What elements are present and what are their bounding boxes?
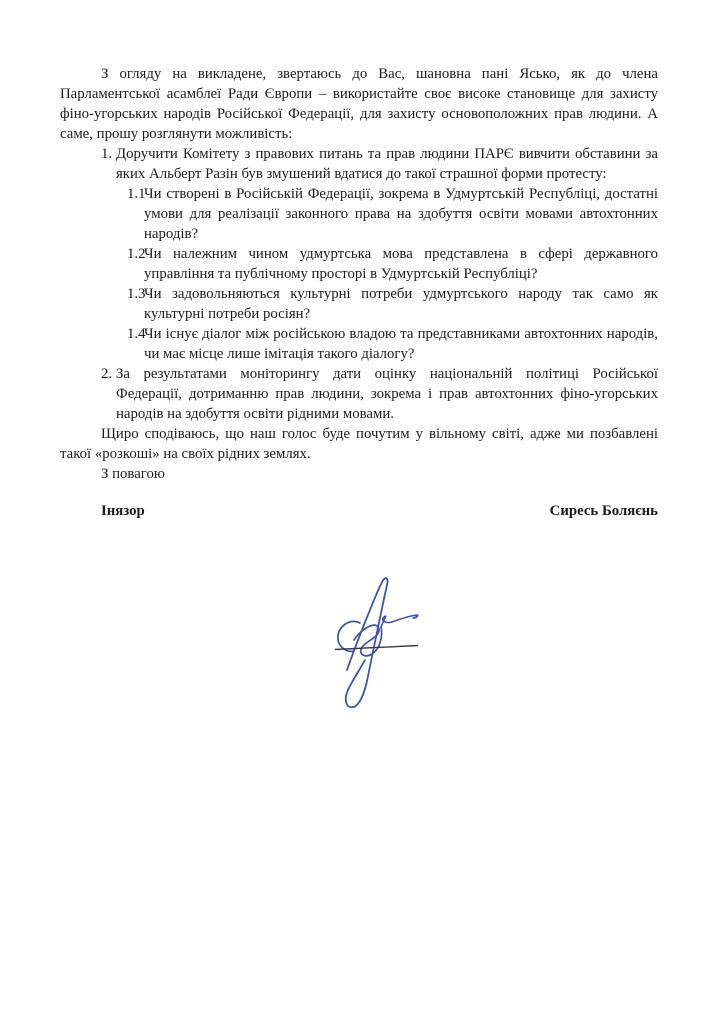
list-item-2 bbox=[60, 364, 658, 424]
handwritten-signature bbox=[325, 574, 425, 714]
closing-paragraph: Щиро сподіваюсь, що наш голос буде почутим у вільному світі, адже ми позбавлені такої «розкоші» на своїх рідних землях. bbox=[60, 426, 658, 462]
sub-list-item-1-2 bbox=[60, 244, 658, 284]
signature-row bbox=[60, 501, 658, 521]
sub-list-item-1-1-marker: 1.1 bbox=[127, 186, 146, 202]
sub-list-item-1-3-text: Чи задовольняються культурні потреби удмуртського народу так само як культурні потреби росіян? bbox=[144, 286, 658, 322]
sub-list-item-1-3 bbox=[60, 284, 658, 324]
sub-list-item-1-1 bbox=[60, 184, 658, 244]
sub-list-item-1-4 bbox=[60, 324, 658, 364]
sub-list-item-1-2-marker: 1.2 bbox=[127, 246, 146, 262]
sub-list-item-1-1-text: Чи створені в Російській Федерації, зокрема в Удмуртській Республіці, достатні умови для реалізації законного права на здобуття освіти мовами автохтонних народів? bbox=[144, 186, 658, 242]
signature-ink-strokes bbox=[338, 578, 418, 707]
sub-list-item-1-4-marker: 1.4 bbox=[127, 326, 146, 342]
sub-list-item-1-2-text: Чи належним чином удмуртська мова представлена в сфері державного управління та публічному просторі в Удмуртській Республіці? bbox=[144, 246, 658, 282]
list-item-1 bbox=[60, 144, 658, 184]
sub-list-item-1-3-marker: 1.3 bbox=[127, 286, 146, 302]
list-item-2-marker: 2. bbox=[101, 366, 113, 382]
letter-body bbox=[60, 64, 658, 521]
valediction: З повагою bbox=[101, 466, 165, 482]
signer-title: Інязор bbox=[101, 503, 145, 519]
sub-list-item-1-4-text: Чи існує діалог між російською владою та представниками автохтонних народів, чи має місце лише імітація такого діалогу? bbox=[144, 326, 658, 362]
signer-name: Сиресь Боляєнь bbox=[549, 503, 658, 519]
intro-paragraph: З огляду на викладене, звертаюсь до Вас, шановна пані Ясько, як до члена Парламентської асамблеї Ради Європи – використайте своє високе становище для захисту фіно-угорських народів Російської Федерації, для захисту основоположних прав людини. А саме, прошу розглянути можливість: bbox=[60, 66, 658, 142]
numbered-list bbox=[60, 144, 658, 424]
list-item-1-marker: 1. bbox=[101, 146, 113, 162]
list-item-2-text: За результатами моніторингу дати оцінку національній політиці Російської Федерації, дотриманню прав людини, зокрема і прав автохтонних фіно-угорських народів на здобуття освіти рідними мовами. bbox=[116, 366, 658, 422]
list-item-1-text: Доручити Комітету з правових питань та прав людини ПАРЄ вивчити обставини за яких Альберт Разін був змушений вдатися до такої страшної форми протесту: bbox=[116, 146, 658, 182]
